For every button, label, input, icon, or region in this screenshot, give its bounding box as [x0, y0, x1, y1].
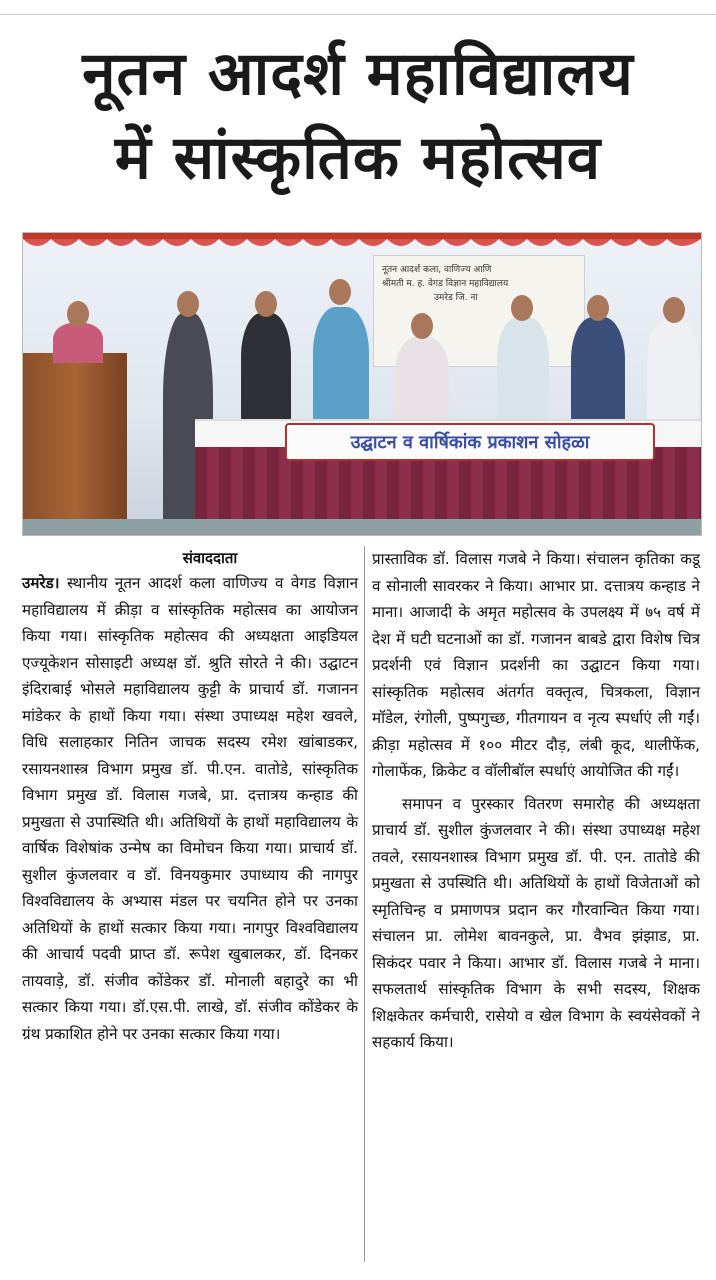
stage-floor	[23, 519, 701, 535]
article-body-left: स्थानीय नूतन आदर्श कला वाणिज्य व वेगड विज्ञान महाविद्यालय में क्रीड़ा व सांस्कृतिक महोत्सव का आयोजन किया गया। सांस्कृतिक महोत्सव की अध्यक्षता आइडियल एज्यूकेशन सोसाइटी अध्यक्ष डॉ. श्रुति सोरते ने की। उद्घाटन इंदिराबाई भोसले महाविद्यालय कुट्टी के प्राचार्य डॉ. गजानन मांडेकर के हाथों किया गया। संस्था उपाध्यक्ष महेश खवले, विधि सलाहकार नितिन जाचक सदस्य रमेश खांबाडकर, रसायनशास्त्र विभाग प्रमुख डॉ. पी.एन. वातोडे, सांस्कृतिक विभाग प्रमुख डॉ. विलास गजबे, प्रा. दत्तात्रय कन्हाड की प्रमुखता से उपास्थिति थी। अतिथियों के हाथों महाविद्यालय के वार्षिक विशेषांक उन्मेष का विमोचन किया गया। प्राचार्य डॉ. सुशील कुंजलवार व डॉ. विनयकुमार उपाध्याय की नागपुर विश्वविद्यालय के अभ्यास मंडल पर चयनित होने पर उनका अतिथियों के हाथों सत्कार किया गया। नागपुर विश्वविद्यालय की आचार्य पदवी प्राप्त डॉ. रूपेश खुबालकर, डॉ. दिनकर तायवाड़े, डॉ. संजीव कोंडेकर डॉ. मोनाली बहादुरे का भी सत्कार किया गया। डॉ.एस.पी. लाखे, डॉ. संजीव कोंडेकर के ग्रंथ प्रकाशित होने पर उनका सत्कार किया गया।	[22, 574, 359, 1043]
article-left-column	[22, 546, 358, 1047]
guest-figure	[571, 317, 625, 423]
guest-head	[663, 297, 685, 323]
guest-figure	[241, 313, 291, 423]
guest-figure	[395, 337, 449, 423]
guest-figure	[313, 307, 369, 423]
guest-head	[411, 313, 433, 339]
guest-figure	[53, 323, 103, 363]
banner-text-line-3: उमरेड जि. ना	[434, 293, 478, 303]
column-divider	[364, 546, 365, 1262]
article-body-right-para-2: समापन व पुरस्कार वितरण समारोह की अध्यक्षता प्राचार्य डॉ. सुशील कुंजलवार ने की। संस्था उपाध्यक्ष महेश तवले, रसायनशास्त्र विभाग प्रमुख डॉ. पी. एन. तातोडे की प्रमुखता से उपस्थिति थी। अतिथियों के हाथों विजेताओं को स्मृतिचिन्ह व प्रमाणपत्र प्रदान कर गौरवान्वित किया गया। संचालन प्रा. लोमेश बावनकुले, प्रा. वैभव झंझाड, प्रा. सिकंदर पवार ने किया। आभार डॉ. विलास गजबे ने माना। सफलतार्थ सांस्कृतिक विभाग के सभी सदस्य, शिक्षक शिक्षकेतर कर्मचारी, रासेयो व खेल विभाग के स्वयंसेवकों ने सहकार्य किया।	[372, 794, 700, 1051]
headline-line-2: में सांस्कृतिक महोत्सव	[114, 123, 602, 193]
guest-figure	[647, 319, 699, 423]
banner-text-line-2: श्रीमती म. ह. वेगड विज्ञान महाविद्यालय	[382, 279, 509, 289]
guest-figure	[497, 317, 549, 423]
guest-head	[177, 291, 199, 317]
article-right-column	[372, 546, 700, 1056]
guest-head	[511, 295, 533, 321]
guest-head	[329, 279, 351, 305]
stage-sign: उद्घाटन व वार्षिकांक प्रकाशन सोहळा	[285, 423, 655, 461]
article-body-right-para-1: प्रास्ताविक डॉ. विलास गजबे ने किया। संचालन कृतिका कडू व सोनाली सावरकर ने किया। आभार प्रा. दत्तात्रय कन्हाड ने माना। आजादी के अमृत महोत्सव के उपलक्ष्य में ७५ वर्ष में देश में घटी घटनाओं का डॉ. गजानन बाबडे द्वारा विशेष चित्र प्रदर्शनी एवं विज्ञान प्रदर्शनी का उद्घाटन किया गया। सांस्कृतिक महोत्सव अंतर्गत वक्तृत्व, चित्रकला, विज्ञान मॉडेल, रंगोली, पुष्पगुच्छ, गीतगायन व नृत्य स्पर्धाएं ली गईं। क्रीड़ा महोत्सव में १०० मीटर दौड़, लंबी कूद, थालीफेंक, गोलाफेंक, क्रिकेट व वॉलीबॉल स्पर्धाएं आयोजित की गईं।	[372, 550, 700, 780]
podium	[23, 353, 127, 533]
guest-head	[587, 295, 609, 321]
guest-head	[67, 301, 89, 327]
page-top-rule	[0, 0, 716, 15]
dateline: उमरेड।	[22, 574, 60, 592]
bunting-decoration	[23, 233, 701, 253]
byline: संवाददाता	[182, 549, 238, 567]
event-photo	[22, 232, 702, 536]
guest-head	[255, 291, 277, 317]
headline-line-1: नूतन आदर्श महाविद्यालय	[82, 39, 634, 109]
banner-text-line-1: नूतन आदर्श कला, वाणिज्य आणि	[382, 265, 492, 275]
